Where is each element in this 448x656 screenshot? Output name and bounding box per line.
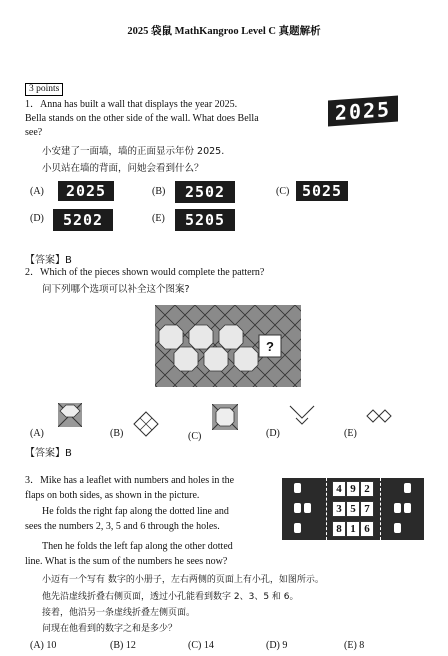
q1-zh1: 小安建了一面墙，墙的正面显示年份 2025.	[42, 146, 225, 157]
q1-zh2: 小贝站在墙的背面，问她会看到什么？	[42, 163, 204, 174]
q1-line2: Bella stands on the other side of the wall. What does Bella	[25, 113, 259, 124]
q2-option-d-image[interactable]	[288, 404, 316, 426]
q3-option-c[interactable]: (C) 14	[188, 640, 214, 651]
q2-option-b-image[interactable]	[132, 410, 160, 438]
q1-option-d-text: 5202	[62, 211, 104, 229]
q1-wall-text: 2025	[334, 97, 392, 125]
q1-option-a-label: (A)	[30, 186, 44, 197]
q3-left-hole	[304, 503, 311, 513]
q1-option-c-label: (C)	[276, 186, 290, 197]
q3-option-a[interactable]: (A) 10	[30, 640, 57, 651]
q3-line1: 3．Mike has a leaflet with numbers and holes in the	[25, 475, 235, 486]
q3-zh4: 问现在他看到的数字之和是多少？	[42, 624, 178, 634]
q1-option-e-text: 5205	[184, 211, 226, 229]
q1-option-b-image[interactable]	[175, 181, 235, 203]
q3-option-e[interactable]: (E) 8	[344, 640, 365, 651]
q3-grid-cell: 4	[332, 481, 346, 497]
q1-option-d-image[interactable]	[53, 209, 113, 231]
q1-option-b-text: 2502	[184, 183, 226, 201]
q3-grid-cell: 6	[360, 521, 374, 537]
q3-line2: flaps on both sides, as shown in the picture.	[25, 490, 200, 501]
q3-grid-cell: 7	[360, 501, 374, 517]
q2-pattern-image	[155, 305, 301, 387]
page-title: 2025 袋鼠 MathKangroo Level C 真题解析	[127, 26, 321, 37]
q2-option-a-image[interactable]	[58, 403, 82, 427]
q3-grid-cell: 5	[346, 501, 360, 517]
points-label: 3 points	[25, 83, 63, 96]
q3-zh3: 接着，他沿另一条虚线折叠左侧页面。	[42, 608, 196, 618]
q1-line3: see?	[25, 127, 43, 138]
q2-option-b-label: (B)	[110, 428, 124, 439]
q1-option-e-image[interactable]	[175, 209, 235, 231]
q1-option-e-label: (E)	[152, 213, 165, 224]
q3-option-b[interactable]: (B) 12	[110, 640, 136, 651]
q3-leaflet-image	[282, 478, 424, 540]
q2-line1: 2．Which of the pieces shown would complete the pattern?	[25, 267, 265, 278]
q2-option-c-image[interactable]	[212, 404, 238, 430]
q2-zh1: 问下列哪个选项可以补全这个图案?	[42, 284, 190, 295]
q3-line4: sees the numbers 2, 3, 5 and 6 through the holes.	[25, 521, 220, 532]
q3-right-hole	[394, 503, 401, 513]
q3-zh2: 他先沿虚线折叠右侧页面，透过小孔能看到数字 2、3、5 和 6。	[42, 592, 299, 602]
q3-grid-cell: 9	[346, 481, 360, 497]
q3-grid-cell: 3	[332, 501, 346, 517]
q3-option-d[interactable]: (D) 9	[266, 640, 288, 651]
q2-answer: 【答案】B	[25, 448, 72, 459]
q3-left-hole	[294, 483, 301, 493]
q3-zh1: 小迈有一个写有 数字的小册子，左右两侧的页面上有小孔，如图所示。	[42, 575, 324, 585]
q3-fold-line-right	[380, 478, 381, 540]
q1-option-c-image[interactable]	[296, 181, 348, 201]
q3-right-hole	[394, 523, 401, 533]
q3-fold-line-left	[326, 478, 327, 540]
q3-left-hole	[294, 503, 301, 513]
q3-line3: He folds the right fap along the dotted line and	[42, 506, 229, 517]
q3-line6: line. What is the sum of the numbers he sees now?	[25, 556, 228, 567]
q1-option-c-text: 5025	[301, 182, 343, 200]
q3-grid-cell: 1	[346, 521, 360, 537]
q2-option-a-label: (A)	[30, 428, 44, 439]
q3-right-hole	[404, 503, 411, 513]
q2-option-d-label: (D)	[266, 428, 280, 439]
q1-option-d-label: (D)	[30, 213, 44, 224]
q3-grid-cell: 8	[332, 521, 346, 537]
q3-line5: Then he folds the left fap along the other dotted	[42, 541, 233, 552]
q2-missing-mark: ?	[266, 339, 274, 354]
q1-answer: 【答案】B	[25, 255, 72, 266]
q3-right-hole	[404, 483, 411, 493]
q3-left-hole	[294, 523, 301, 533]
q2-option-e-label: (E)	[344, 428, 357, 439]
q1-option-a-image[interactable]	[58, 181, 114, 201]
q2-option-e-image[interactable]	[365, 408, 393, 424]
q1-line1: 1．Anna has built a wall that displays the year 2025.	[25, 99, 238, 110]
q1-wall-image	[328, 96, 398, 127]
q2-option-c-label: (C)	[188, 431, 202, 442]
q1-option-a-text: 2025	[65, 182, 107, 200]
q1-option-b-label: (B)	[152, 186, 166, 197]
q3-grid-cell: 2	[360, 481, 374, 497]
